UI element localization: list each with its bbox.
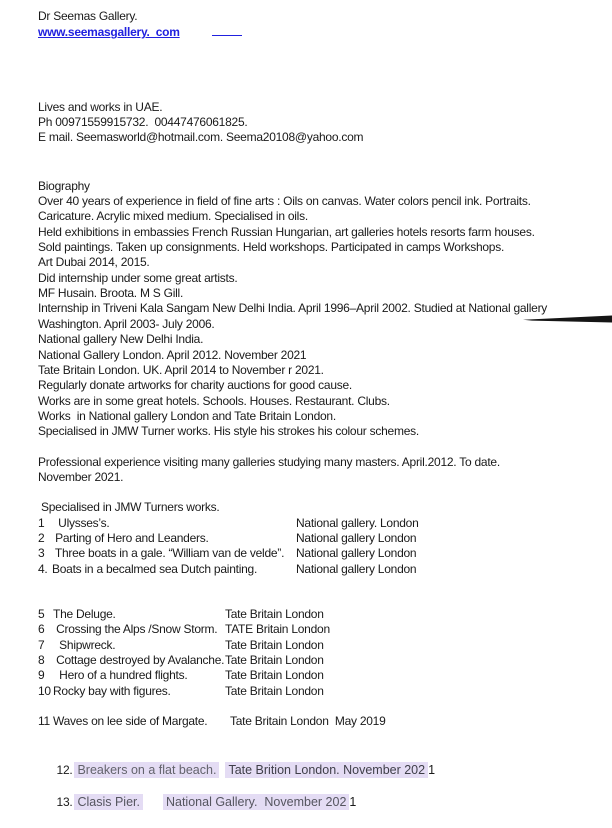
work-item-13 [38,777,612,810]
professional-line: Professional experience visiting many galleries studying many masters. April.2012. To date. [38,454,500,469]
highlighted-work-gallery: Tate Brition London. November 202 [225,762,428,778]
contact-block [38,100,612,146]
work-gallery: Tate Britain London [225,683,324,698]
work-gallery: Tate Britain London [225,653,324,667]
turner-works-heading: Specialised in JMW Turners works. [41,500,220,515]
biography-line: MF Husain. Broota. M S Gill. [38,286,184,301]
work-item-5 [38,607,612,622]
work-title: The Deluge. [53,606,116,621]
biography-line: Regularly donate artworks for charity auctions for good cause. [38,378,353,393]
work-gallery: National gallery London [296,530,417,545]
highlighted-work-title: Breakers on a flat beach. [74,762,219,778]
work-number: 13. [56,795,73,810]
work-item-2 [38,531,612,546]
biography-line: Internship in Triveni Kala Sangam New Delhi India. April 1996–April 2002. Studied at National gallery [38,301,548,316]
phone-line: Ph 00971559915732. 00447476061825. [38,115,248,130]
work-number: 2 [38,530,45,545]
biography-line: Over 40 years of experience in field of fine arts : Oils on canvas. Water colors pencil ink. Portraits. [38,194,531,209]
biography-line: Tate Britain London. UK. April 2014 to November r 2021. [38,362,324,377]
work-gallery-tail: 1 [349,795,357,810]
highlighted-work-title: Clasis Pier. [74,794,143,810]
biography-line: Works are in some great hotels. Schools. Houses. Restaurant. Clubs. [38,393,390,408]
residence-line: Lives and works in UAE. [38,99,163,114]
work-gallery: Tate Britain London [225,668,324,683]
highlighted-work-gallery: National Gallery. November 202 [163,794,349,810]
work-number: 8 [38,653,45,667]
empty-link-underline[interactable] [212,24,242,36]
work-gallery: Tate Britain London [225,606,324,621]
biography-block [38,179,612,440]
work-gallery: Tate Britain London May 2019 [230,714,386,729]
biography-line: Caricature. Acrylic mixed medium. Specialised in oils. [38,209,308,224]
work-number: 7 [38,637,45,652]
work-item-6 [38,622,612,637]
professional-line: November 2021. [38,469,124,484]
work-title: Cottage destroyed by Avalanche. [53,653,225,667]
biography-line: Sold paintings. Taken up consignments. Held workshops. Participated in camps Workshops. [38,240,505,255]
work-item-1 [38,516,612,531]
work-title: Hero of a hundred flights. [53,668,188,683]
page-title: Dr Seemas Gallery. [38,9,138,23]
work-item-9 [38,668,612,683]
tate-britain-works-list [38,607,612,699]
biography-line: Washington. April 2003- July 2006. [38,316,215,331]
work-gallery: Tate Britain London [225,637,324,652]
work-title: Shipwreck. [53,637,116,652]
work-number: 4. [38,561,48,576]
professional-experience-block [38,455,612,486]
national-gallery-works-list [38,500,612,577]
work-title: Boats in a becalmed sea Dutch painting. [52,561,258,576]
work-item-8 [38,653,612,668]
work-item-11 [38,714,612,729]
work-title: Rocky bay with figures. [53,683,171,698]
work-number: 6 [38,622,45,637]
biography-heading: Biography [38,178,90,193]
biography-line: National gallery New Delhi India. [38,332,204,347]
work-number: 11 [38,714,50,729]
work-item-4 [38,562,612,577]
work-number: 10 [38,683,51,698]
work-item-3 [38,546,612,561]
biography-line: Did internship under some great artists. [38,270,238,285]
work-title: Ulysses’s. [52,515,110,530]
work-gallery: National gallery London [296,546,417,561]
work-number: 1 [38,515,45,530]
work-number: 12. [56,763,73,778]
work-item-12 [38,745,612,778]
work-gallery-tail: 1 [428,763,435,778]
work-gallery: National gallery London [296,561,417,576]
work-item-7 [38,638,612,653]
work-title: Crossing the Alps /Snow Storm. [53,622,218,637]
work-number: 3 [38,546,45,561]
website-link[interactable]: www.seemasgallery. com [38,25,180,40]
biography-line: Held exhibitions in embassies French Russian Hungarian, art galleries hotels resorts farm houses. [38,224,535,239]
biography-line: National Gallery London. April 2012. November 2021 [38,347,307,362]
website-line [38,24,612,39]
biography-line: Works in National gallery London and Tate Britain London. [38,408,336,423]
work-item-10 [38,684,612,699]
work-number: 9 [38,668,45,683]
biography-line: Art Dubai 2014, 2015. [38,255,150,270]
work-title: Three boats in a gale. “William van de velde”. [52,546,285,561]
email-line: E mail. Seemasworld@hotmail.com. Seema20108@yahoo.com [38,130,364,145]
ink-stroke-mark [520,314,612,326]
work-gallery: National gallery. London [296,515,419,530]
work-title: Waves on lee side of Margate. [53,714,208,729]
biography-line: Specialised in JMW Turner works. His style his strokes his colour schemes. [38,424,419,439]
work-number: 5 [38,606,45,621]
work-gallery: TATE Britain London [225,622,330,637]
work-title: Parting of Hero and Leanders. [52,530,209,545]
